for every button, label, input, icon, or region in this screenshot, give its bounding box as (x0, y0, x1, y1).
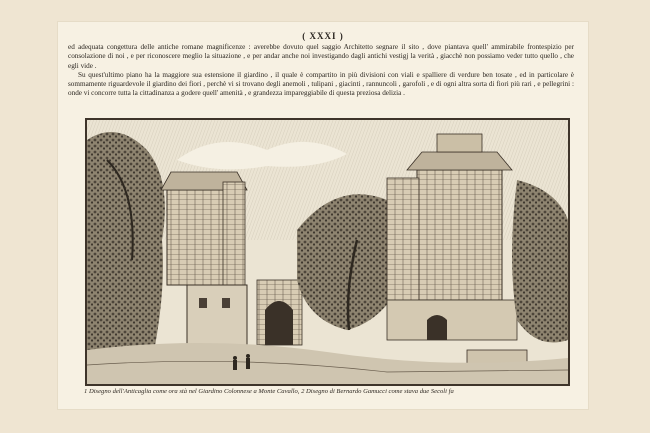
plate-caption: 1 Disegno dell'Anticaglia come ora stà nel Giardino Colonnese a Monte Cavallo, 2 Disegno di Bernardo Gamucci come stava due Secoli fa (84, 388, 454, 395)
engraving-plate (85, 118, 570, 386)
body-text (68, 43, 574, 99)
paragraph-1: ed adequata congettura delle antiche romane magnificenze : averebbe dovuto quel saggio Architetto segnare il sito , dove piantava quell' ammirabile frontespizio per consolazione di noi , e per riconoscere meglio la situazione , e per andar anche noi investigando dagli antichi vestigj la verità , giacchè non possiamo veder tutto quello , che egli vide . (68, 43, 574, 70)
book-page (58, 22, 588, 409)
paragraph-2: Su quest'ultimo piano ha la maggiore sua estensione il giardino , il quale è compartito in più divisioni con viali e spalliere di verdure ben tosate , ed in particolare è sommamente riguardevole il giardino dei fiori , perchè vi si trovano degli anemoli , tulipani , giacinti , rannuncoli , garofoli , e di ogni altra sorta di fiori più rari , e pellegrini : onde vi concorre tutta la cittadinanza a godere quell' amenità , e grandezza impareggiabile di questa preziosa delizia . (68, 70, 574, 98)
ruins-engraving-illustration (87, 120, 568, 384)
page-number: ( XXXI ) (302, 31, 344, 41)
